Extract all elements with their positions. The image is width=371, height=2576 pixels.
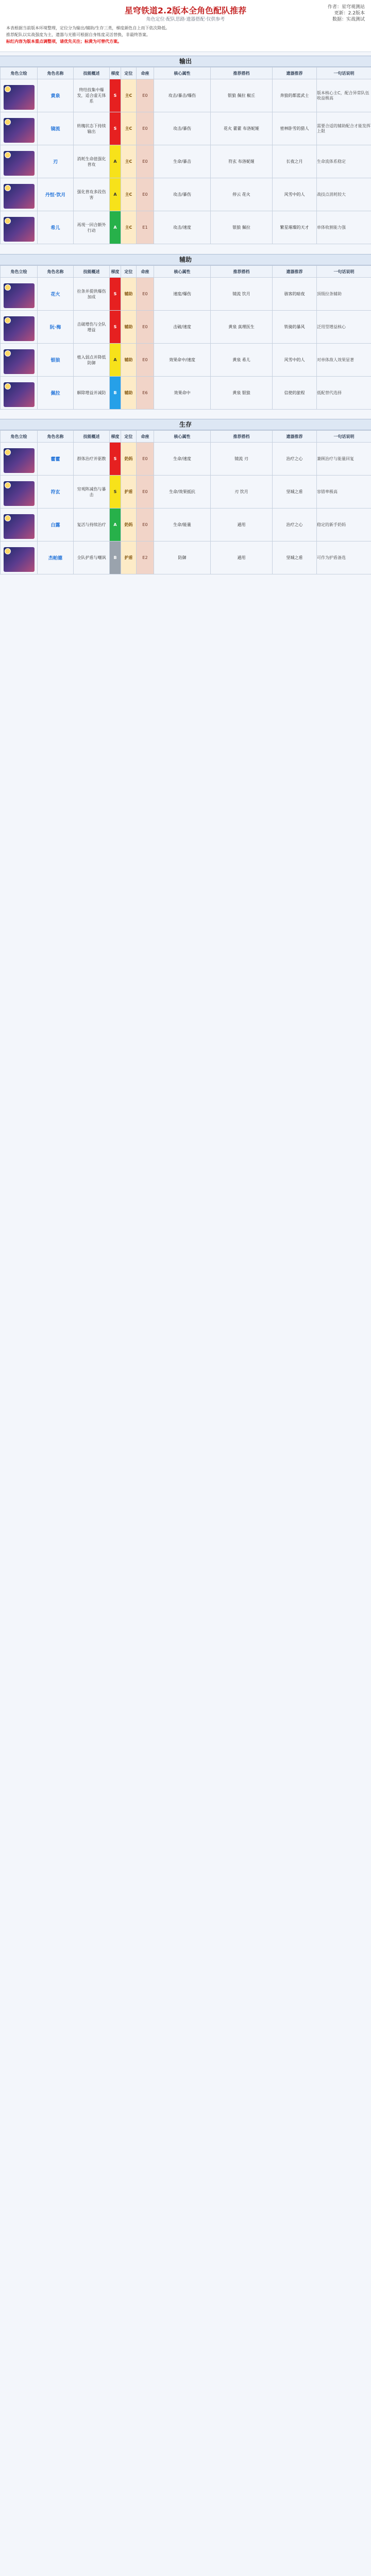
stat-cell: 攻击/暴伤 (154, 178, 211, 211)
role-cell: 辅助 (121, 311, 137, 344)
partner-cell: 花火 藿藿 布洛妮娅 (211, 112, 273, 145)
header (0, 0, 371, 52)
character-name[interactable]: 花火 (50, 292, 60, 297)
rank-badge: B (110, 377, 121, 410)
relic-cell: 坚城之盾 (273, 476, 317, 509)
rank-badge: A (110, 509, 121, 541)
stat-cell: 效果命中 (154, 377, 211, 410)
partner-cell: 刃 饮月 (211, 476, 273, 509)
partner-cell: 镜流 饮月 (211, 278, 273, 311)
rank-badge: S (110, 476, 121, 509)
table-row[interactable] (1, 112, 371, 145)
element-icon (5, 284, 11, 291)
name-cell (38, 541, 74, 574)
role-cell: 主C (121, 145, 137, 178)
table-row[interactable] (1, 311, 371, 344)
page-title: 星穹铁道2.2版本全角色配队推荐 (124, 6, 247, 15)
column-header: 一句话说明 (317, 67, 371, 79)
table-row[interactable] (1, 178, 371, 211)
column-header: 技能概述 (74, 266, 110, 278)
partner-cell: 黄泉 真理医生 (211, 311, 273, 344)
character-portrait (4, 349, 35, 374)
character-table (0, 265, 371, 410)
stat-cell: 攻击/暴伤 (154, 112, 211, 145)
role-cell: 奶妈 (121, 443, 137, 476)
character-portrait (4, 316, 35, 341)
skill-cell (74, 541, 110, 574)
character-name[interactable]: 丹恒·饮月 (45, 193, 66, 198)
note-cell: 可作为护盾备选 (317, 541, 371, 574)
character-portrait (4, 151, 35, 176)
note-cell: 生命流体系稳定 (317, 145, 371, 178)
column-header: 命座 (137, 67, 154, 79)
skill-summary: 转魄状态下持续输出 (77, 123, 106, 134)
stat-cell: 速度/爆伤 (154, 278, 211, 311)
partner-cell: 黄泉 银狼 (211, 377, 273, 410)
element-icon (5, 350, 11, 357)
column-header: 技能概述 (74, 431, 110, 443)
skill-cell (74, 344, 110, 377)
stat-cell: 生命/速度 (154, 443, 211, 476)
relic-cell: 繁星璀璨的天才 (273, 211, 317, 244)
relic-cell: 信使的旅程 (273, 377, 317, 410)
partner-cell: 停云 花火 (211, 178, 273, 211)
column-header: 推荐搭档 (211, 266, 273, 278)
note-cell: 泛用型增益核心 (317, 311, 371, 344)
character-name[interactable]: 阮·梅 (49, 325, 61, 330)
rank-badge: S (110, 278, 121, 311)
avatar-cell (1, 112, 38, 145)
skill-cell (74, 278, 110, 311)
element-icon (5, 218, 11, 224)
column-header: 定位 (121, 266, 137, 278)
name-cell (38, 509, 74, 541)
column-header: 角色立绘 (1, 266, 38, 278)
character-portrait (4, 514, 35, 539)
section-title: 生存 (0, 419, 371, 430)
avatar-cell (1, 79, 38, 112)
avatar-cell (1, 509, 38, 541)
skill-cell (74, 112, 110, 145)
character-portrait (4, 481, 35, 506)
column-header: 梯度 (110, 431, 121, 443)
name-cell (38, 178, 74, 211)
rank-badge: S (110, 443, 121, 476)
stat-cell: 生命/效果抵抗 (154, 476, 211, 509)
column-header: 遗器推荐 (273, 266, 317, 278)
skill-summary: 消耗生命值强化普攻 (77, 156, 106, 167)
column-header: 定位 (121, 431, 137, 443)
character-name[interactable]: 白露 (50, 523, 60, 528)
column-header: 遗器推荐 (273, 431, 317, 443)
character-name[interactable]: 希儿 (50, 226, 60, 231)
column-header: 核心属性 (154, 431, 211, 443)
character-portrait (4, 217, 35, 242)
character-name[interactable]: 符玄 (50, 490, 60, 495)
stat-cell: 防御 (154, 541, 211, 574)
column-header: 一句话说明 (317, 266, 371, 278)
relic-cell: 坚城之盾 (273, 541, 317, 574)
element-icon (5, 383, 11, 389)
table-row[interactable] (1, 541, 371, 574)
relic-cell: 治疗之心 (273, 509, 317, 541)
skill-summary: 拉条并提供爆伤加成 (77, 289, 106, 299)
note-cell: 需要合适的辅助配合才能发挥上限 (317, 112, 371, 145)
eidolon-cell: E0 (137, 79, 154, 112)
note-cell: 战技点消耗较大 (317, 178, 371, 211)
character-portrait (4, 184, 35, 209)
column-header: 核心属性 (154, 67, 211, 79)
character-name[interactable]: 佩拉 (50, 391, 60, 396)
element-icon (5, 185, 11, 191)
character-table (0, 430, 371, 574)
skill-cell (74, 79, 110, 112)
notice-line: 本表根据当前版本环境整理，定位分为输出/辅助/生存三类，梯度颜色自上而下依次降低。 (6, 26, 170, 30)
name-cell (38, 344, 74, 377)
avatar-cell (1, 145, 38, 178)
eidolon-cell: E0 (137, 344, 154, 377)
stat-cell: 效果命中/速度 (154, 344, 211, 377)
eidolon-cell: E6 (137, 377, 154, 410)
section-2 (0, 254, 371, 410)
stat-cell: 攻击/暴击/爆伤 (154, 79, 211, 112)
name-cell (38, 278, 74, 311)
rank-badge: A (110, 145, 121, 178)
stat-cell: 击破/速度 (154, 311, 211, 344)
name-cell (38, 211, 74, 244)
eidolon-cell: E0 (137, 112, 154, 145)
character-portrait (4, 283, 35, 308)
element-icon (5, 86, 11, 92)
character-name[interactable]: 银狼 (50, 358, 60, 363)
role-cell: 主C (121, 178, 137, 211)
relic-cell: 风雪中的人 (273, 178, 317, 211)
column-header: 角色名称 (38, 266, 74, 278)
eidolon-cell: E0 (137, 311, 154, 344)
column-header: 梯度 (110, 266, 121, 278)
relic-cell: 风雪中的人 (273, 344, 317, 377)
skill-summary: 强化普攻多段伤害 (77, 189, 106, 200)
rank-badge: A (110, 178, 121, 211)
column-header: 命座 (137, 431, 154, 443)
element-icon (5, 119, 11, 125)
character-portrait (4, 448, 35, 473)
character-portrait (4, 85, 35, 110)
partner-cell: 黄泉 希儿 (211, 344, 273, 377)
note-cell: 容错率极高 (317, 476, 371, 509)
element-icon (5, 152, 11, 158)
role-cell: 辅助 (121, 377, 137, 410)
avatar-cell (1, 344, 38, 377)
eidolon-cell: E0 (137, 145, 154, 178)
column-header: 角色名称 (38, 431, 74, 443)
note-cell: 单体收割能力强 (317, 211, 371, 244)
avatar-cell (1, 541, 38, 574)
name-cell (38, 476, 74, 509)
rank-badge: S (110, 112, 121, 145)
avatar-cell (1, 476, 38, 509)
character-name[interactable]: 藿藿 (50, 457, 60, 462)
character-portrait (4, 547, 35, 572)
role-cell: 辅助 (121, 344, 137, 377)
column-header: 遗器推荐 (273, 67, 317, 79)
relic-cell: 骇客的暗夜 (273, 278, 317, 311)
element-icon (5, 515, 11, 521)
table-row[interactable] (1, 344, 371, 377)
partner-cell: 通用 (211, 509, 273, 541)
element-icon (5, 317, 11, 324)
character-portrait (4, 118, 35, 143)
stat-cell: 生命/暴击 (154, 145, 211, 178)
skill-cell (74, 145, 110, 178)
skill-cell (74, 311, 110, 344)
partner-cell: 银狼 佩拉 (211, 211, 273, 244)
note-cell: 兼顾治疗与能量回复 (317, 443, 371, 476)
eidolon-cell: E0 (137, 476, 154, 509)
character-name[interactable]: 刃 (53, 160, 58, 165)
note-cell: 顶级拉条辅助 (317, 278, 371, 311)
meta-author: 作者：星穹观测站 (327, 5, 365, 10)
avatar-cell (1, 178, 38, 211)
skill-summary: 击破增伤与全队增益 (77, 321, 106, 332)
section-title: 输出 (0, 56, 371, 67)
partner-cell: 镜流 刃 (211, 443, 273, 476)
rank-badge: B (110, 541, 121, 574)
meta-block (303, 4, 365, 23)
note-cell: 低配替代选择 (317, 377, 371, 410)
note-cell: 对单体敌人效果显著 (317, 344, 371, 377)
page-subtitle: 角色定位·配队思路·遗器搭配·仅供参考 (146, 17, 225, 22)
relic-cell: 密林卧雪的猎人 (273, 112, 317, 145)
rank-badge: S (110, 311, 121, 344)
table-row[interactable] (1, 79, 371, 112)
skill-cell (74, 443, 110, 476)
table-row[interactable] (1, 476, 371, 509)
avatar-cell (1, 377, 38, 410)
notice-line: 推荐配队以实战强度为主，遗器与光锥可根据自身练度灵活替换，非最终答案。 (6, 32, 150, 37)
relic-cell: 长夜之月 (273, 145, 317, 178)
role-cell: 护盾 (121, 476, 137, 509)
column-header: 角色立绘 (1, 67, 38, 79)
name-cell (38, 377, 74, 410)
skill-cell (74, 211, 110, 244)
column-header: 梯度 (110, 67, 121, 79)
name-cell (38, 311, 74, 344)
note-cell: 稳定的新手奶妈 (317, 509, 371, 541)
section-title: 辅助 (0, 254, 371, 265)
relic-cell: 奔狼的都蓝武士 (273, 79, 317, 112)
column-header: 角色立绘 (1, 431, 38, 443)
eidolon-cell: E0 (137, 509, 154, 541)
role-cell: 主C (121, 79, 137, 112)
column-header: 角色名称 (38, 67, 74, 79)
skill-cell (74, 377, 110, 410)
column-header: 定位 (121, 67, 137, 79)
partner-cell: 通用 (211, 541, 273, 574)
element-icon (5, 482, 11, 488)
rank-badge: S (110, 79, 121, 112)
skill-summary: 复活与持续治疗 (77, 522, 106, 527)
eidolon-cell: E1 (137, 211, 154, 244)
notice-highlight: 标红内容为版本重点调整项，请优先关注；标黄为可替代方案。 (6, 39, 122, 44)
note-cell: 版本核心主C，配合异常队伍收益极高 (317, 79, 371, 112)
notice-text (6, 25, 365, 45)
name-cell (38, 443, 74, 476)
element-icon (5, 548, 11, 554)
table-row[interactable] (1, 443, 371, 476)
table-row[interactable] (1, 211, 371, 244)
character-name[interactable]: 镜流 (50, 127, 60, 132)
role-cell: 主C (121, 211, 137, 244)
table-row[interactable] (1, 509, 371, 541)
avatar-cell (1, 311, 38, 344)
eidolon-cell: E0 (137, 443, 154, 476)
meta-source: 数据：实战测试 (332, 17, 365, 22)
element-icon (5, 449, 11, 455)
role-cell: 护盾 (121, 541, 137, 574)
stat-cell: 生命/能量 (154, 509, 211, 541)
role-cell: 主C (121, 112, 137, 145)
table-row[interactable] (1, 145, 371, 178)
skill-cell (74, 476, 110, 509)
eidolon-cell: E0 (137, 178, 154, 211)
skill-summary: 群体治疗并驱散 (77, 456, 106, 461)
rank-badge: A (110, 344, 121, 377)
skill-cell (74, 178, 110, 211)
column-header: 命座 (137, 266, 154, 278)
role-cell: 辅助 (121, 278, 137, 311)
section-1 (0, 56, 371, 244)
column-header: 推荐搭档 (211, 67, 273, 79)
meta-version: 更新：2.2版本 (334, 11, 365, 16)
skill-summary: 解除增益并减防 (77, 391, 106, 395)
table-row[interactable] (1, 377, 371, 410)
character-name[interactable]: 黄泉 (50, 94, 60, 99)
avatar-cell (1, 211, 38, 244)
column-header: 核心属性 (154, 266, 211, 278)
stat-cell: 攻击/速度 (154, 211, 211, 244)
skill-summary: 再现一回合额外行动 (77, 222, 106, 233)
skill-summary: 穷观阵减伤与暴击 (77, 486, 106, 497)
partner-cell: 符玄 布洛妮娅 (211, 145, 273, 178)
partner-cell: 银狼 佩拉 椒丘 (211, 79, 273, 112)
name-cell (38, 145, 74, 178)
name-cell (38, 112, 74, 145)
column-header: 技能概述 (74, 67, 110, 79)
eidolon-cell: E0 (137, 278, 154, 311)
character-table (0, 67, 371, 244)
table-row[interactable] (1, 278, 371, 311)
character-portrait (4, 382, 35, 407)
column-header: 一句话说明 (317, 431, 371, 443)
name-cell (38, 79, 74, 112)
avatar-cell (1, 278, 38, 311)
skill-summary: 植入弱点并降低防御 (77, 354, 106, 365)
eidolon-cell: E2 (137, 541, 154, 574)
skill-cell (74, 509, 110, 541)
relic-cell: 铁骑的暴风 (273, 311, 317, 344)
rank-badge: A (110, 211, 121, 244)
avatar-cell (1, 443, 38, 476)
column-header: 推荐搭档 (211, 431, 273, 443)
character-name[interactable]: 杰帕德 (48, 556, 62, 561)
section-3 (0, 419, 371, 574)
skill-summary: 终结技集中爆发，适合虚无体系 (77, 88, 106, 104)
relic-cell: 治疗之心 (273, 443, 317, 476)
role-cell: 奶妈 (121, 509, 137, 541)
skill-summary: 全队护盾与嘲讽 (77, 555, 106, 560)
